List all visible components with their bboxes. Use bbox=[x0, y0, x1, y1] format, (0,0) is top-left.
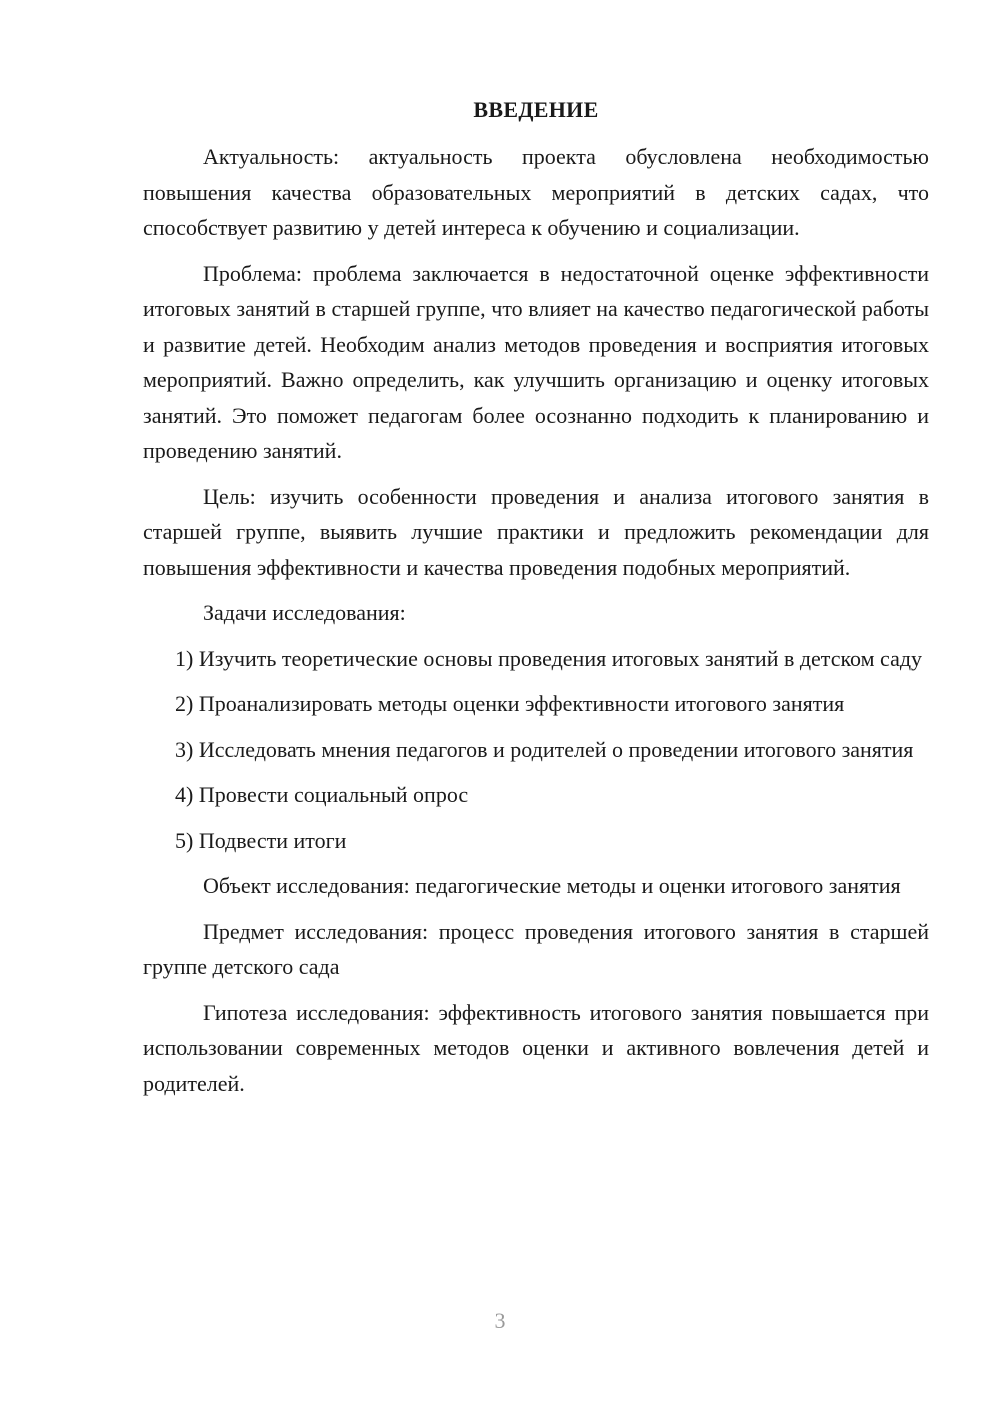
tasks-heading: Задачи исследования: bbox=[203, 600, 406, 625]
task-item-3: 3) Исследовать мнения педагогов и родителей о проведении итогового занятия bbox=[175, 736, 914, 762]
relevance-paragraph: Актуальность: актуальность проекта обусловлена необходимостью повышения качества образовательных мероприятий в детских садах, что способствует развитию у детей интереса к обучению и социализации. bbox=[143, 144, 929, 240]
subject-paragraph: Предмет исследования: процесс проведения итогового занятия в старшей группе детского сада bbox=[143, 918, 929, 979]
task-item-4: 4) Провести социальный опрос bbox=[175, 782, 469, 807]
problem-paragraph: Проблема: проблема заключается в недостаточной оценке эффективности итоговых занятий в старшей группе, что влияет на качество педагогической работы и развитие детей. Необходим анализ методов проведения и восприятия итоговых мероприятий. Важно определить, как улучшить организацию и оценку итоговых занятий. Это поможет педагогам более осознанно подходить к планированию и проведению занятий. bbox=[143, 260, 929, 463]
page-number: 3 bbox=[494, 1308, 506, 1333]
task-item-1: 1) Изучить теоретические основы проведения итоговых занятий в детском саду bbox=[175, 645, 923, 671]
goal-paragraph: Цель: изучить особенности проведения и анализа итогового занятия в старшей группе, выявить лучшие практики и предложить рекомендации для повышения эффективности и качества проведения подобных мероприятий. bbox=[143, 483, 929, 580]
page-title: ВВЕДЕНИЕ bbox=[473, 97, 599, 122]
hypothesis-paragraph: Гипотеза исследования: эффективность итогового занятия повышается при использовании современных методов оценки и активного вовлечения детей и родителей. bbox=[143, 999, 929, 1096]
document-page bbox=[143, 92, 929, 1101]
task-item-5: 5) Подвести итоги bbox=[175, 827, 347, 853]
task-item-2: 2) Проанализировать методы оценки эффективности итогового занятия bbox=[175, 691, 845, 716]
object-paragraph: Объект исследования: педагогические методы и оценки итогового занятия bbox=[203, 873, 901, 898]
